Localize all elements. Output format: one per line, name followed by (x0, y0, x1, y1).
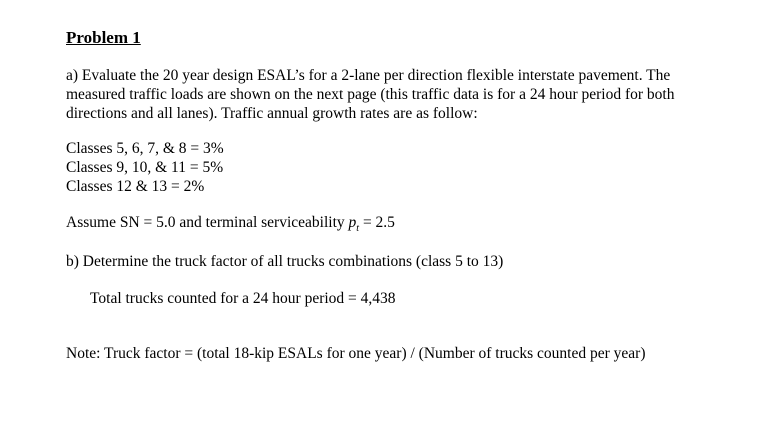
part-b-text: b) Determine the truck factor of all trucks combinations (class 5 to 13) (66, 253, 504, 270)
assume-suffix: = 2.5 (359, 214, 395, 231)
assumption-line (66, 213, 395, 238)
growth-rate-line: Classes 9, 10, & 11 = 5% (66, 159, 224, 176)
part-a-text: a) Evaluate the 20 year design ESAL’s for a 2-lane per direction flexible interstate pavement. The measured traffic loads are shown on the next page (this traffic data is for a 24 hour period for both directions and all lanes). Traffic annual growth rates are as follow: (66, 67, 675, 122)
pt-symbol: p (348, 214, 357, 231)
assume-prefix: Assume SN = 5.0 and terminal serviceability (66, 214, 349, 231)
pt-subscript: t (356, 223, 360, 235)
growth-rate-line: Classes 12 & 13 = 2% (66, 178, 205, 195)
problem-title: Problem 1 (66, 28, 141, 47)
total-trucks-line: Total trucks counted for a 24 hour period = 4,438 (90, 290, 396, 307)
growth-rate-line: Classes 5, 6, 7, & 8 = 3% (66, 140, 224, 157)
note-line: Note: Truck factor = (total 18-kip ESALs for one year) / (Number of trucks counted per year) (66, 345, 646, 362)
